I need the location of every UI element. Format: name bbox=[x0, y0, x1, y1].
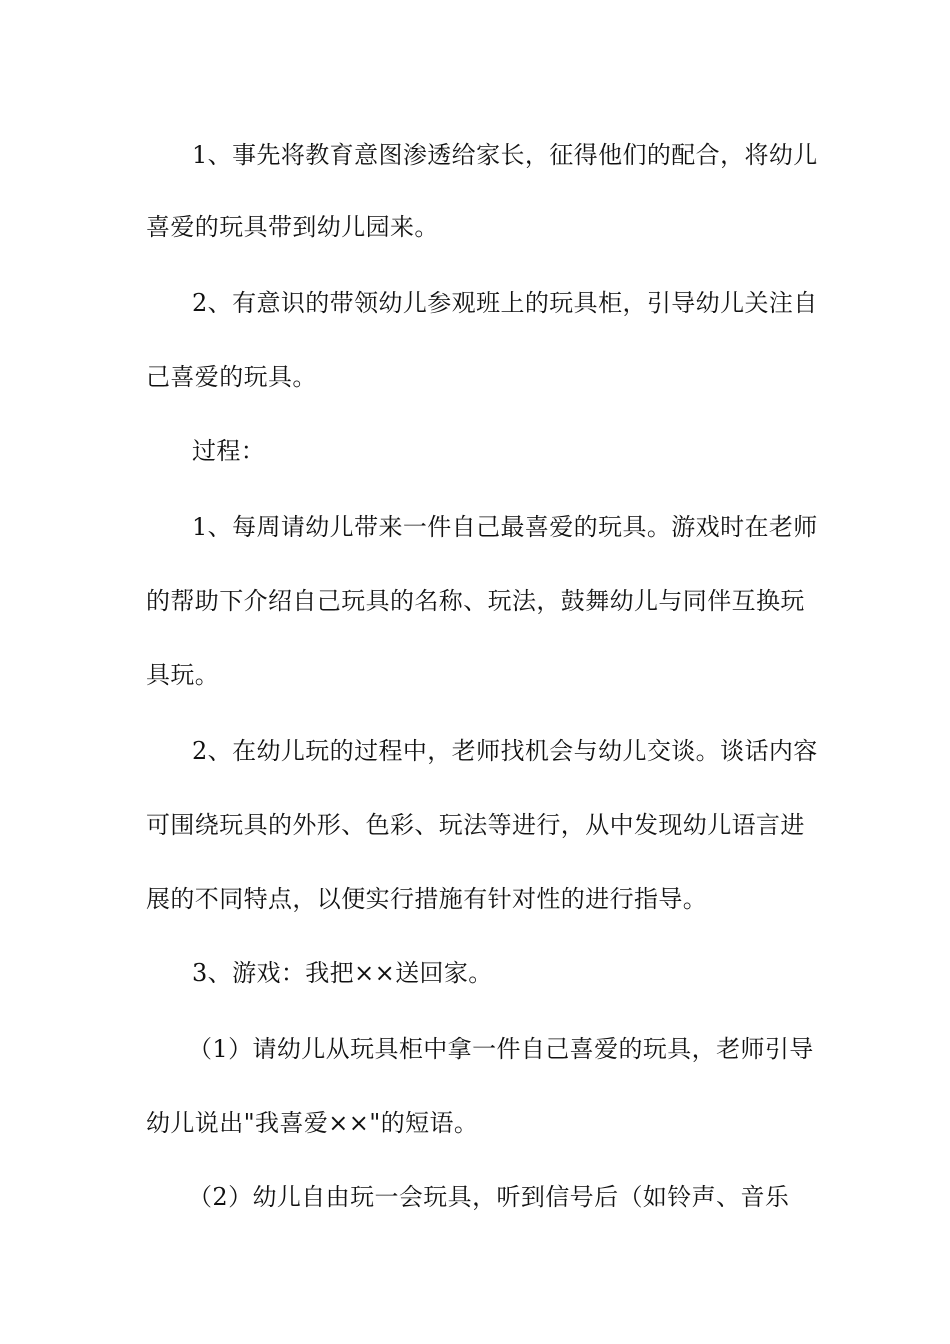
process-subitem-2-line-1: （2）幼儿自由玩一会玩具，听到信号后（如铃声、音乐 bbox=[188, 1183, 790, 1211]
process-item-2-line-3: 展的不同特点，以便实行措施有针对性的进行指导。 bbox=[146, 885, 708, 913]
prep-item-2-line-1: 2、有意识的带领幼儿参观班上的玩具柜，引导幼儿关注自 bbox=[192, 289, 818, 317]
process-item-1-line-3: 具玩。 bbox=[146, 661, 220, 689]
process-subitem-1-line-2: 幼儿说出"我喜爱××"的短语。 bbox=[146, 1109, 479, 1137]
process-item-2-line-2: 可围绕玩具的外形、色彩、玩法等进行，从中发现幼儿语言进 bbox=[146, 811, 805, 839]
process-item-2-line-1: 2、在幼儿玩的过程中，老师找机会与幼儿交谈。谈话内容 bbox=[192, 737, 818, 765]
process-item-3-line-1: 3、游戏：我把××送回家。 bbox=[192, 959, 493, 987]
prep-item-1-line-2: 喜爱的玩具带到幼儿园来。 bbox=[146, 213, 439, 241]
process-heading: 过程： bbox=[192, 437, 266, 465]
process-item-1-line-1: 1、每周请幼儿带来一件自己最喜爱的玩具。游戏时在老师 bbox=[192, 513, 818, 541]
process-item-1-line-2: 的帮助下介绍自己玩具的名称、玩法，鼓舞幼儿与同伴互换玩 bbox=[146, 587, 805, 615]
prep-item-1-line-1: 1、事先将教育意图渗透给家长，征得他们的配合，将幼儿 bbox=[192, 141, 818, 169]
prep-item-2-line-2: 己喜爱的玩具。 bbox=[146, 363, 317, 391]
process-subitem-1-line-1: （1）请幼儿从玩具柜中拿一件自己喜爱的玩具，老师引导 bbox=[188, 1035, 814, 1063]
